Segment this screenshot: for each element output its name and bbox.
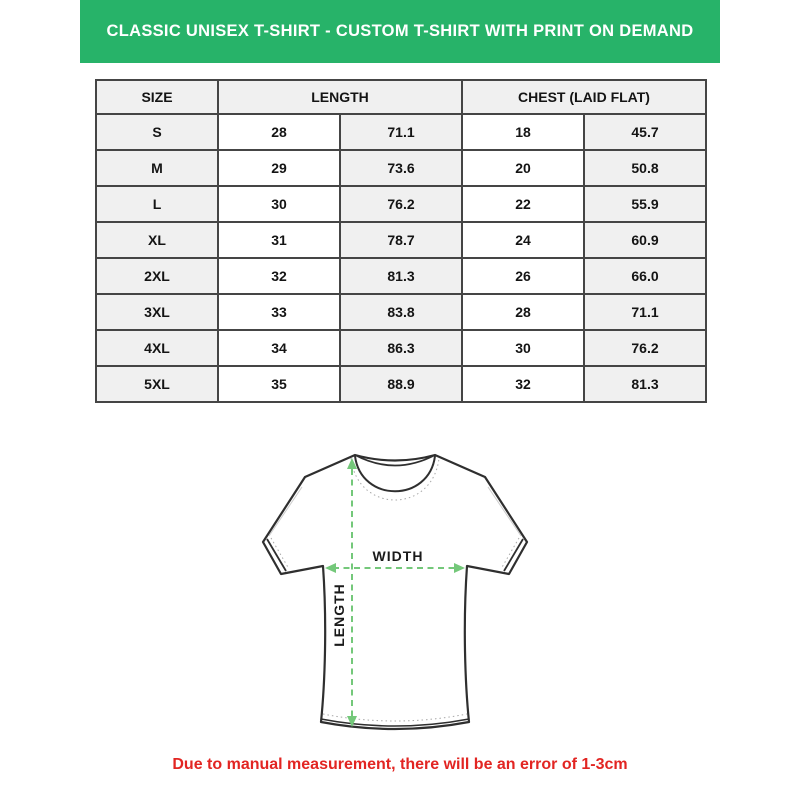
value-cell: 81.3 [584,366,706,402]
length-label: LENGTH [331,583,347,647]
value-cell: 24 [462,222,584,258]
value-cell: 60.9 [584,222,706,258]
tshirt-outline-icon [263,455,527,729]
size-cell: S [96,114,218,150]
table-row [96,150,706,186]
value-cell: 20 [462,150,584,186]
value-cell: 45.7 [584,114,706,150]
value-cell: 22 [462,186,584,222]
value-cell: 55.9 [584,186,706,222]
table-row [96,114,706,150]
size-cell: XL [96,222,218,258]
value-cell: 81.3 [340,258,462,294]
value-cell: 86.3 [340,330,462,366]
value-cell: 78.7 [340,222,462,258]
title-banner [80,0,720,63]
table-row [96,222,706,258]
column-header-length: LENGTH [218,80,462,114]
size-cell: 2XL [96,258,218,294]
value-cell: 88.9 [340,366,462,402]
measurement-disclaimer: Due to manual measurement, there will be an error of 1-3cm [172,756,628,773]
size-cell: 4XL [96,330,218,366]
value-cell: 71.1 [584,294,706,330]
value-cell: 32 [218,258,340,294]
value-cell: 73.6 [340,150,462,186]
table-row [96,294,706,330]
size-cell: 3XL [96,294,218,330]
value-cell: 34 [218,330,340,366]
value-cell: 76.2 [584,330,706,366]
value-cell: 33 [218,294,340,330]
size-cell: 5XL [96,366,218,402]
size-cell: M [96,150,218,186]
value-cell: 30 [218,186,340,222]
value-cell: 26 [462,258,584,294]
table-header-row [96,80,706,114]
value-cell: 76.2 [340,186,462,222]
value-cell: 31 [218,222,340,258]
value-cell: 30 [462,330,584,366]
value-cell: 50.8 [584,150,706,186]
value-cell: 83.8 [340,294,462,330]
value-cell: 66.0 [584,258,706,294]
value-cell: 35 [218,366,340,402]
column-header-chest: CHEST (LAID FLAT) [462,80,706,114]
value-cell: 29 [218,150,340,186]
page-title: CLASSIC UNISEX T-SHIRT - CUSTOM T-SHIRT WITH PRINT ON DEMAND [106,22,694,40]
table-row [96,258,706,294]
value-cell: 71.1 [340,114,462,150]
table-row [96,366,706,402]
value-cell: 18 [462,114,584,150]
value-cell: 28 [218,114,340,150]
value-cell: 32 [462,366,584,402]
size-chart-table [95,79,707,403]
width-label: WIDTH [372,548,424,564]
tshirt-measurement-diagram [245,443,555,743]
column-header-size: SIZE [96,80,218,114]
size-cell: L [96,186,218,222]
table-row [96,186,706,222]
table-row [96,330,706,366]
size-chart-table-wrap [95,79,707,403]
value-cell: 28 [462,294,584,330]
